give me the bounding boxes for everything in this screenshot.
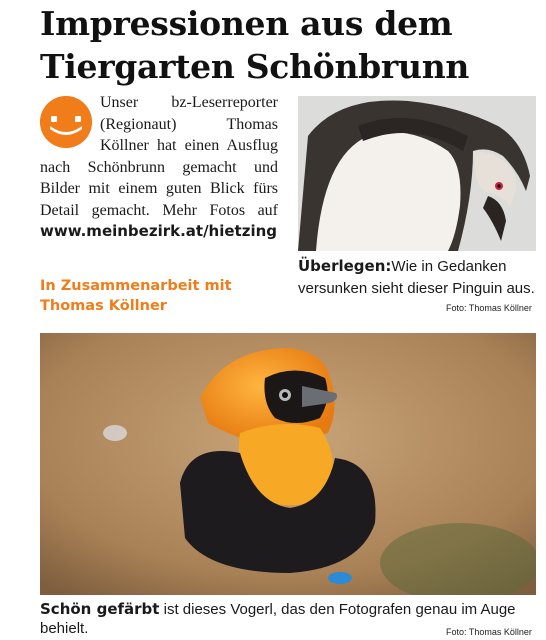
penguin-photo (298, 96, 536, 251)
bird-caption-lead: Schön gefärbt (40, 600, 160, 618)
cooperation-note: In Zusammenarbeit mit Thomas Köllner (40, 278, 232, 314)
intro-text: Unser bz-Leserreporter (Regionaut) Thomas Köllner hat einen Ausflug nach Schönbrunn gemacht und Bilder mit einem guten Blick fürs Detail gemacht. Mehr Fotos auf (40, 94, 278, 219)
article-headline: Impressionen aus dem Tiergarten Schönbrunn (40, 4, 470, 86)
website-link[interactable]: www.meinbezirk.at/hietzing (40, 222, 278, 240)
bird-photo-credit: Foto: Thomas Köllner (446, 627, 532, 637)
penguin-photo-credit: Foto: Thomas Köllner (446, 303, 532, 313)
penguin-caption-text: Wie in Gedanken versunken sieht dieser Pinguin aus. (298, 258, 535, 297)
penguin-caption (298, 256, 538, 299)
bird-photo (40, 333, 536, 595)
penguin-caption-lead: Überlegen: (298, 257, 392, 275)
bird-caption-text: ist dieses Vogerl, das den Fotografen genau im Auge behielt. (40, 601, 516, 637)
article-intro (40, 92, 278, 243)
